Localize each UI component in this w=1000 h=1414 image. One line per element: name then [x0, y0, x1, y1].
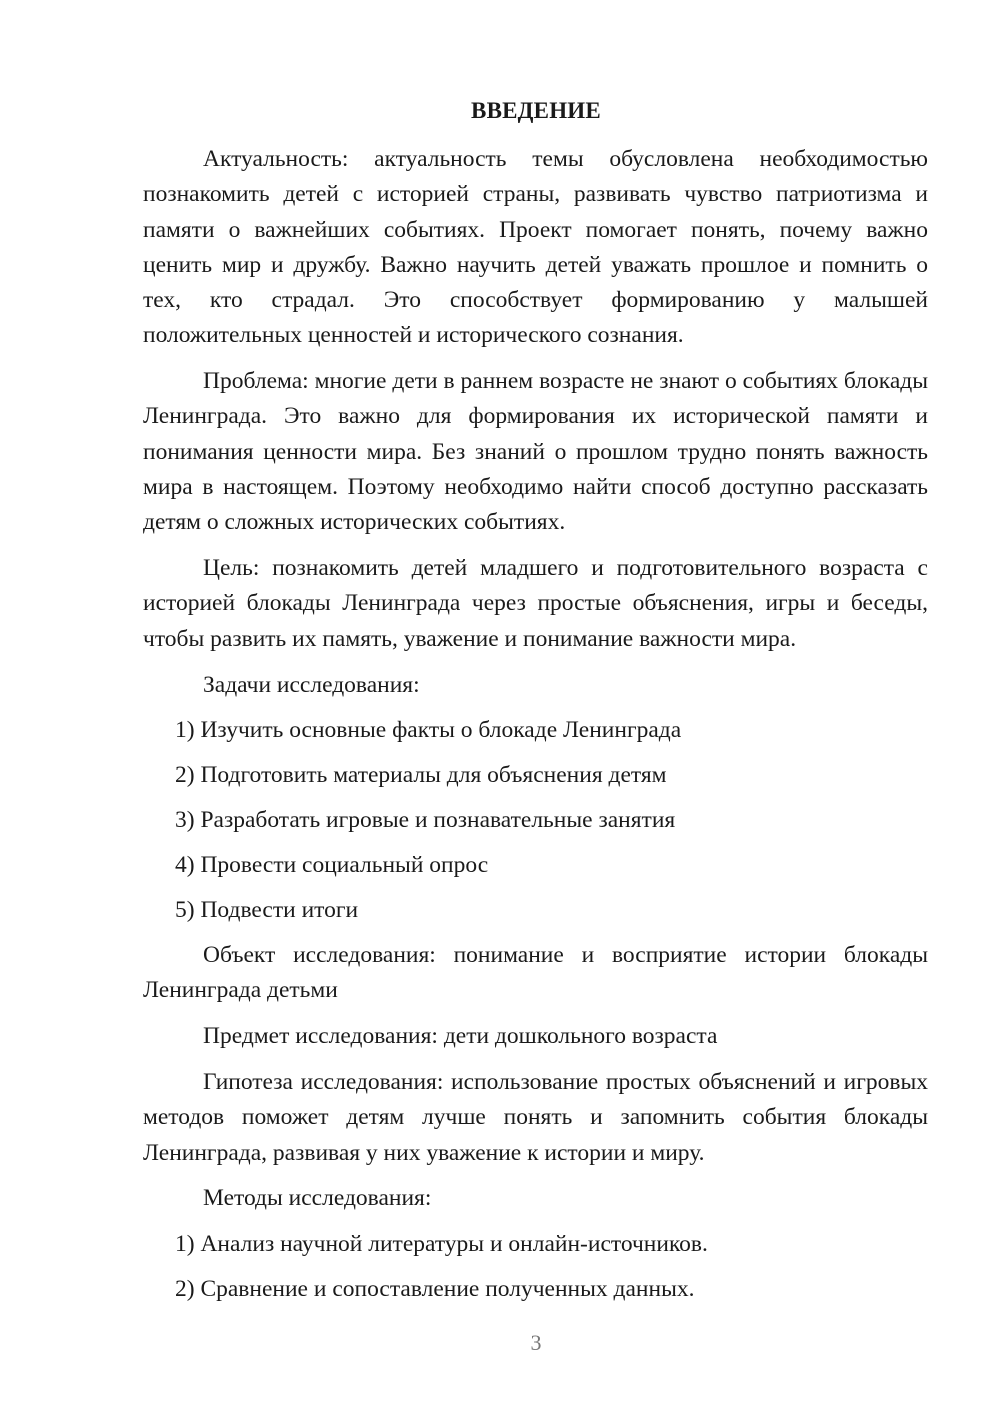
section-title: ВВЕДЕНИЕ: [471, 98, 601, 123]
method-item-1: 1) Анализ научной литературы и онлайн-источников.: [175, 1231, 708, 1257]
methods-heading: Методы исследования:: [203, 1185, 432, 1211]
object-paragraph: Объект исследования: понимание и восприятие истории блокады Ленинграда детьми: [143, 942, 928, 1004]
page-number: 3: [530, 1330, 542, 1355]
problem-paragraph: Проблема: многие дети в раннем возрасте не знают о событиях блокады Ленинграда. Это важно для формирования их исторической памяти и понимания ценности мира. Без знаний о прошлом трудно понять важность мира в настоящем. Поэтому необходимо найти способ доступно рассказать детям о сложных исторических событиях.: [143, 368, 928, 536]
tasks-heading: Задачи исследования:: [203, 672, 420, 698]
task-item-5: 5) Подвести итоги: [175, 897, 359, 923]
relevance-paragraph: Актуальность: актуальность темы обусловлена необходимостью познакомить детей с историей страны, развивать чувство патриотизма и памяти о важнейших событиях. Проект помогает понять, почему важно ценить мир и дружбу. Важно научить детей уважать прошлое и помнить о тех, кто страдал. Это способствует формированию у малышей положительных ценностей и исторического сознания.: [143, 146, 928, 349]
subject-paragraph: Предмет исследования: дети дошкольного возраста: [203, 1023, 718, 1049]
goal-paragraph: Цель: познакомить детей младшего и подготовительного возраста с историей блокады Ленинграда через простые объяснения, игры и беседы, чтобы развить их память, уважение и понимание важности мира.: [143, 555, 928, 652]
method-item-2: 2) Сравнение и сопоставление полученных данных.: [175, 1276, 695, 1302]
task-item-1: 1) Изучить основные факты о блокаде Ленинграда: [175, 717, 682, 743]
task-item-4: 4) Провести социальный опрос: [175, 852, 489, 878]
task-item-2: 2) Подготовить материалы для объяснения детям: [175, 762, 667, 788]
hypothesis-paragraph: Гипотеза исследования: использование простых объяснений и игровых методов поможет детям лучше понять и запомнить события блокады Ленинграда, развивая у них уважение к истории и миру.: [143, 1069, 928, 1166]
task-item-3: 3) Разработать игровые и познавательные занятия: [175, 807, 676, 833]
